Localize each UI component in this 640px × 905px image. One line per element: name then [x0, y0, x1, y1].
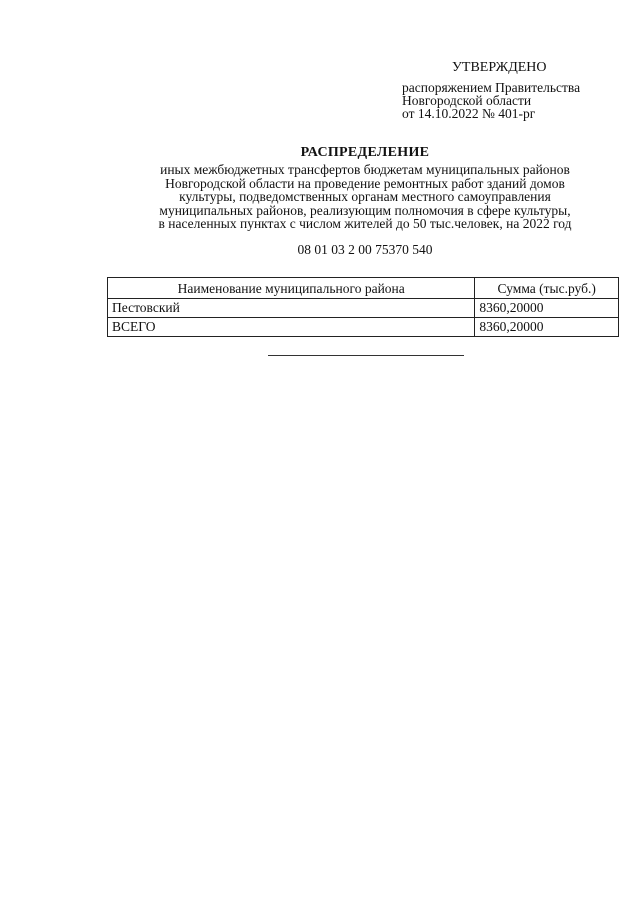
- subtitle-line: культуры, подведомственных органам местного самоуправления: [179, 189, 551, 205]
- table-row: [108, 299, 619, 318]
- end-of-document-divider: [268, 355, 464, 356]
- approval-details: [402, 81, 580, 120]
- subtitle-line: иных межбюджетных трансфертов бюджетам муниципальных районов: [160, 162, 570, 177]
- subtitle-line: муниципальных районов, реализующим полномочия в сфере культуры,: [159, 202, 571, 218]
- total-label-cell: ВСЕГО: [108, 318, 475, 337]
- table-header-row: [108, 278, 619, 299]
- approval-stamp-title: УТВЕРЖДЕНО: [452, 60, 547, 75]
- document-title: РАСПРЕДЕЛЕНИЕ: [300, 145, 430, 160]
- approval-line: Новгородской области: [402, 93, 532, 108]
- document-subtitle: [110, 163, 620, 231]
- subtitle-line: Новгородской области на проведение ремонтных работ зданий домов: [165, 175, 565, 191]
- column-header-district: Наименование муниципального района: [108, 278, 475, 299]
- column-header-sum: Сумма (тыс.руб.): [475, 278, 619, 299]
- district-name-cell: Пестовский: [108, 299, 475, 318]
- table-row-total: [108, 318, 619, 337]
- total-sum-cell: 8360,20000: [475, 318, 619, 337]
- approval-line: от 14.10.2022 № 401-рг: [402, 106, 536, 121]
- sum-cell: 8360,20000: [475, 299, 619, 318]
- approval-line: распоряжением Правительства: [402, 80, 581, 95]
- subtitle-line: в населенных пунктах с числом жителей до 50 тыс.человек, на 2022 год: [158, 216, 572, 232]
- distribution-table: [107, 277, 619, 337]
- budget-classification-code: 08 01 03 2 00 75370 540: [297, 242, 433, 257]
